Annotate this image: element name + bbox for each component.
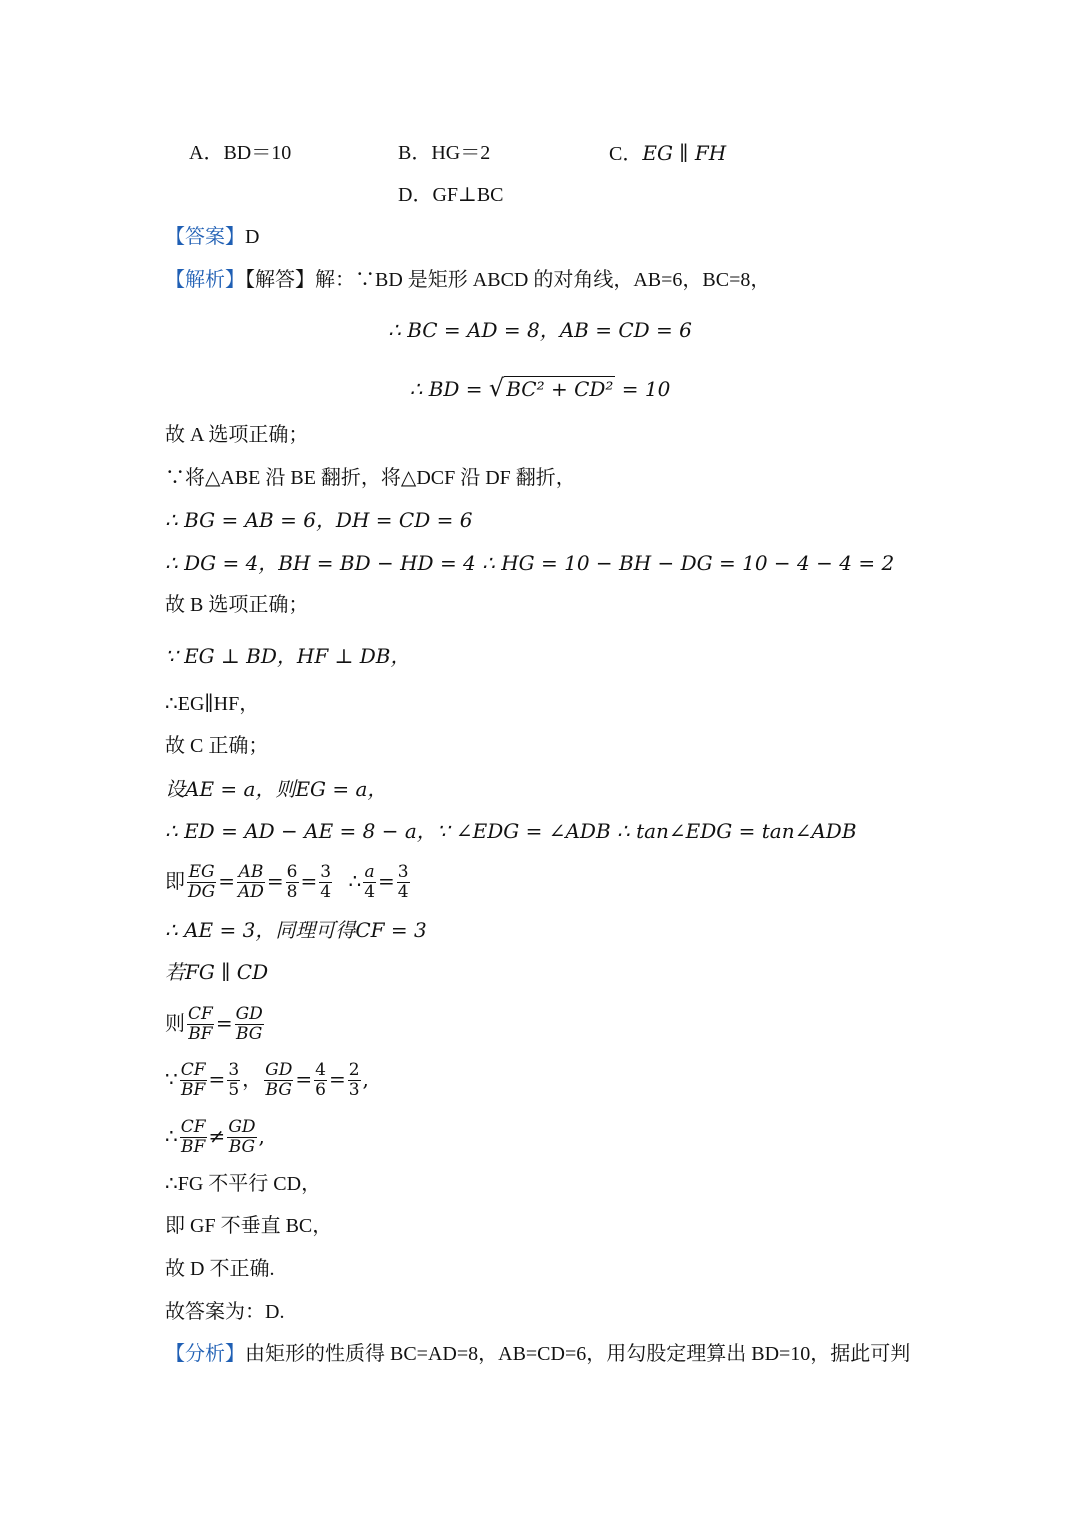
denominator: 6 <box>315 1080 326 1100</box>
fraction-3-4 <box>319 863 332 902</box>
step-hg: ∴ DG = 4，BH = BD − HD = 4 ∴ HG = 10 − BH − DG = 10 − 4 − 4 = 2 <box>165 551 895 575</box>
numerator: GD <box>265 1060 293 1080</box>
step-set-ae: 设AE = a，则EG = a， <box>165 777 388 801</box>
analysis-tag: 【解析】 <box>165 269 245 291</box>
analysis-intro-line <box>165 268 770 292</box>
step-c-correct: 故 C 正确； <box>165 735 269 757</box>
numerator: AB <box>238 862 264 882</box>
step-bg-dh: ∴ BG = AB = 6，DH = CD = 6 <box>165 508 473 532</box>
summary-tag: 【分析】 <box>165 1343 245 1365</box>
step-d-incorrect: 故 D 不正确. <box>165 1258 275 1280</box>
answer-value: D <box>245 226 260 248</box>
step-ae-cf: ∴ AE = 3，同理可得CF = 3 <box>165 918 427 942</box>
summary-line <box>165 1342 910 1366</box>
step-ratio: 即 $\frac{EG}{DG}$ = $\frac{AB}{AD}$ = $\frac{6}{8}$ = $\frac{3}{4}$ ∴ $\frac{a}{4}$ = $\frac{3}{4}$ <box>165 862 409 902</box>
denominator: 3 <box>348 1080 360 1100</box>
denominator: 5 <box>228 1080 240 1100</box>
equation-bc-ad: ∴ BC = AD = 8，AB = CD = 6 <box>388 318 692 342</box>
numerator: 3 <box>397 862 409 882</box>
step-fold: ∵将△ABE 沿 BE 翻折，将△DCF 沿 DF 翻折， <box>165 467 576 489</box>
numerator: 3 <box>228 1060 240 1080</box>
denominator: 4 <box>320 882 332 902</box>
numerator: EG <box>188 862 215 882</box>
option-c <box>609 141 726 166</box>
step-then-ratio: 则 $\frac{CF}{BF}$ = $\frac{GD}{BG}$ <box>165 1004 263 1044</box>
fraction-gd-bg <box>227 1118 256 1157</box>
step-final-answer: 故答案为：D. <box>165 1301 285 1323</box>
equation-bd-right: = 10 <box>615 377 671 401</box>
denominator: BG <box>265 1080 292 1100</box>
summary-text: 由矩形的性质得 BC=AD=8，AB=CD=6，用勾股定理算出 BD=10，据此可判 <box>245 1343 911 1365</box>
numerator: CF <box>180 1060 206 1080</box>
fraction-gd-bg <box>235 1005 264 1044</box>
numerator: CF <box>180 1117 206 1137</box>
fraction-4-6 <box>314 1061 327 1100</box>
fraction-cf-bf <box>187 1005 214 1044</box>
fraction-3-4-b <box>397 863 410 902</box>
fraction-gd-bg <box>264 1061 293 1100</box>
step-not-equal: ∴ $\frac{CF}{BF}$ ≠ $\frac{GD}{BG}$ , <box>165 1117 265 1157</box>
denominator: BF <box>180 1137 206 1157</box>
option-c-prefix: C． <box>609 143 643 165</box>
option-a: A．BD＝10 <box>189 142 292 164</box>
answer-tag: 【答案】 <box>165 226 245 248</box>
fraction-eg-dg <box>187 863 216 902</box>
numerator: 6 <box>286 862 298 882</box>
denominator: BF <box>188 1024 213 1044</box>
step-perpendicular: ∵ EG ⊥ BD，HF ⊥ DB， <box>165 644 411 668</box>
equation-bd-left: ∴ BD = <box>409 377 489 401</box>
step-parallel: ∴EG∥HF， <box>165 693 260 715</box>
denominator: 4 <box>364 882 376 902</box>
step-fg-not-parallel: ∴FG 不平行 CD， <box>165 1173 322 1195</box>
denominator: 8 <box>286 882 298 902</box>
analysis-intro: 【解答】解：∵BD 是矩形 ABCD 的对角线，AB=6，BC=8， <box>245 269 771 291</box>
step-ed-tan: ∴ ED = AD − AE = 8 − a，∵ ∠EDG = ∠ADB ∴ tan∠EDG = tan∠ADB <box>165 819 857 843</box>
step-gf-not-perp: 即 GF 不垂直 BC， <box>165 1215 333 1237</box>
therefore-symbol: ∴ <box>348 869 362 893</box>
fraction-ab-ad <box>237 863 265 902</box>
denominator: DG <box>188 882 216 902</box>
step-ratio-prefix: 即 <box>165 869 185 893</box>
denominator: AD <box>237 882 264 902</box>
numerator: GD <box>235 1004 263 1024</box>
option-c-math: EG ∥ FH <box>642 141 727 165</box>
fraction-6-8 <box>286 863 299 902</box>
radicand: BC² + CD² <box>506 377 614 401</box>
fraction-3-5 <box>227 1061 240 1100</box>
denominator: BG <box>235 1024 263 1044</box>
numerator: a <box>364 862 375 882</box>
radical-sign: √ <box>488 374 505 402</box>
numerator: GD <box>228 1117 256 1137</box>
answer-line <box>165 225 259 249</box>
fraction-cf-bf <box>180 1118 207 1157</box>
therefore-symbol: ∴ <box>165 1124 178 1148</box>
because-symbol: ∵ <box>165 1067 178 1091</box>
step-b-correct: 故 B 选项正确； <box>165 594 309 616</box>
fraction-cf-bf <box>180 1061 207 1100</box>
step-if-fg-cd: 若FG ∥ CD <box>165 960 269 984</box>
fraction-a-4 <box>363 863 376 902</box>
denominator: BG <box>228 1137 256 1157</box>
option-b: B．HG＝2 <box>398 142 491 164</box>
denominator: BF <box>180 1080 206 1100</box>
denominator: 4 <box>397 882 409 902</box>
step-a-correct: 故 A 选项正确； <box>165 424 309 446</box>
numerator: 2 <box>348 1060 360 1080</box>
step-because-ratios: ∵ $\frac{CF}{BF}$ = $\frac{3}{5}$ ， $\frac{GD}{BG}$ = $\frac{4}{6}$ = $\frac{2}{3}$ , <box>165 1060 369 1100</box>
step-then-prefix: 则 <box>165 1011 185 1035</box>
numerator: CF <box>188 1004 213 1024</box>
numerator: 3 <box>320 862 332 882</box>
numerator: 4 <box>315 1060 326 1080</box>
option-d: D．GF⊥BC <box>398 184 504 206</box>
equation-bd <box>0 376 1080 401</box>
fraction-2-3 <box>348 1061 361 1100</box>
sqrt-expression <box>489 376 616 401</box>
